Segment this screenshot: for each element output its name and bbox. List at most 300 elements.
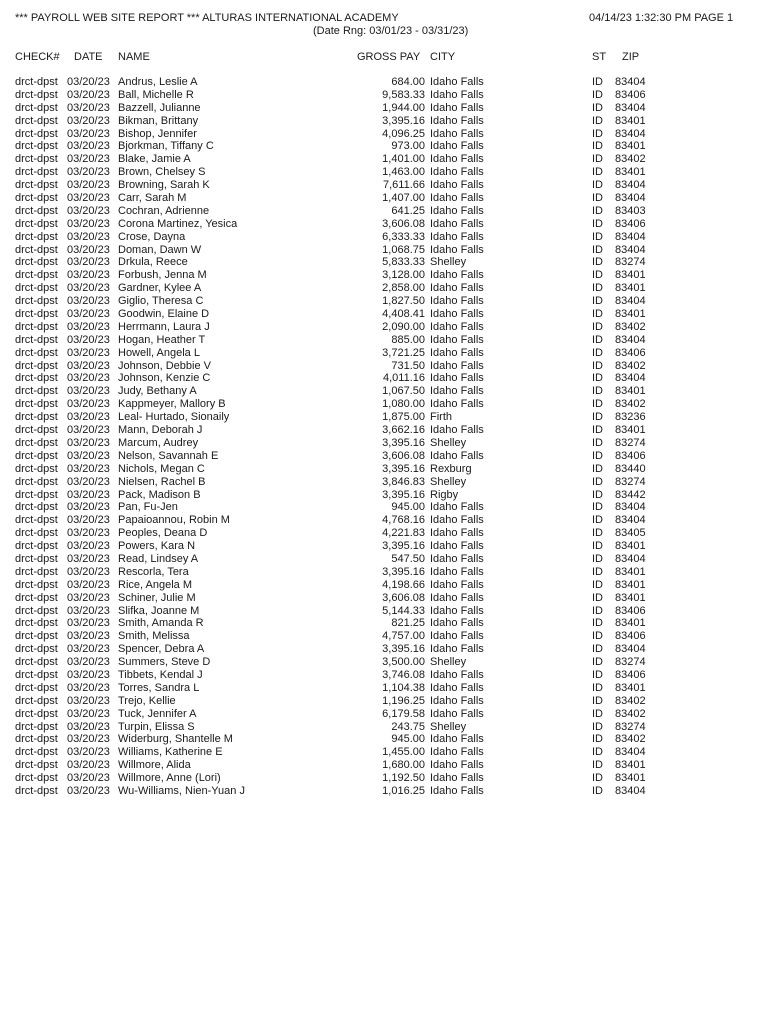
cell-city: Idaho Falls <box>430 153 484 166</box>
cell-gross-pay: 7,611.66 <box>382 179 425 192</box>
table-row <box>0 192 770 205</box>
cell-city: Idaho Falls <box>430 501 484 514</box>
cell-date: 03/20/23 <box>67 449 110 462</box>
cell-city: Firth <box>430 411 452 424</box>
cell-name: Brown, Chelsey S <box>118 166 206 179</box>
cell-check: drct-dpst <box>15 308 58 321</box>
cell-st: ID <box>592 256 603 269</box>
table-row <box>0 463 770 476</box>
cell-gross-pay: 3,606.08 <box>382 591 425 604</box>
cell-date: 03/20/23 <box>67 565 110 578</box>
cell-date: 03/20/23 <box>67 385 110 398</box>
cell-zip: 83402 <box>615 694 646 707</box>
cell-zip: 83404 <box>615 501 646 514</box>
cell-date: 03/20/23 <box>67 192 110 205</box>
cell-st: ID <box>592 295 603 308</box>
cell-check: drct-dpst <box>15 475 58 488</box>
cell-check: drct-dpst <box>15 217 58 230</box>
cell-zip: 83274 <box>615 475 646 488</box>
date-range: (Date Rng: 03/01/23 - 03/31/23) <box>313 25 469 37</box>
cell-name: Kappmeyer, Mallory B <box>118 398 226 411</box>
cell-city: Idaho Falls <box>430 166 484 179</box>
cell-check: drct-dpst <box>15 127 58 140</box>
cell-zip: 83440 <box>615 462 646 475</box>
cell-st: ID <box>592 475 603 488</box>
cell-check: drct-dpst <box>15 656 58 669</box>
table-row <box>0 553 770 566</box>
cell-check: drct-dpst <box>15 140 58 153</box>
cell-city: Idaho Falls <box>430 320 484 333</box>
cell-city: Idaho Falls <box>430 578 484 591</box>
cell-date: 03/20/23 <box>67 230 110 243</box>
cell-date: 03/20/23 <box>67 346 110 359</box>
cell-city: Idaho Falls <box>430 295 484 308</box>
cell-st: ID <box>592 527 603 540</box>
table-row <box>0 656 770 669</box>
cell-st: ID <box>592 204 603 217</box>
cell-st: ID <box>592 282 603 295</box>
cell-st: ID <box>592 436 603 449</box>
cell-name: Bikman, Brittany <box>118 114 199 127</box>
cell-st: ID <box>592 643 603 656</box>
cell-city: Idaho Falls <box>430 372 484 385</box>
cell-gross-pay: 5,144.33 <box>382 604 425 617</box>
cell-date: 03/20/23 <box>67 140 110 153</box>
cell-gross-pay: 885.00 <box>391 333 425 346</box>
cell-city: Idaho Falls <box>430 784 484 797</box>
cell-date: 03/20/23 <box>67 411 110 424</box>
cell-date: 03/20/23 <box>67 320 110 333</box>
cell-city: Idaho Falls <box>430 552 484 565</box>
cell-city: Idaho Falls <box>430 681 484 694</box>
cell-check: drct-dpst <box>15 436 58 449</box>
cell-date: 03/20/23 <box>67 76 110 88</box>
cell-check: drct-dpst <box>15 88 58 101</box>
cell-date: 03/20/23 <box>67 643 110 656</box>
cell-zip: 83402 <box>615 320 646 333</box>
table-row <box>0 746 770 759</box>
cell-zip: 83404 <box>615 127 646 140</box>
cell-gross-pay: 3,500.00 <box>382 656 425 669</box>
cell-date: 03/20/23 <box>67 462 110 475</box>
cell-zip: 83404 <box>615 552 646 565</box>
cell-name: Andrus, Leslie A <box>118 76 198 88</box>
cell-zip: 83404 <box>615 192 646 205</box>
cell-check: drct-dpst <box>15 166 58 179</box>
cell-name: Rescorla, Tera <box>118 565 189 578</box>
cell-gross-pay: 1,067.50 <box>382 385 425 398</box>
cell-city: Shelley <box>430 720 467 733</box>
cell-gross-pay: 1,680.00 <box>382 759 425 772</box>
cell-zip: 83401 <box>615 282 646 295</box>
cell-date: 03/20/23 <box>67 372 110 385</box>
cell-city: Idaho Falls <box>430 76 484 88</box>
table-row <box>0 334 770 347</box>
cell-gross-pay: 4,011.16 <box>382 372 425 385</box>
table-row <box>0 566 770 579</box>
report-timestamp: 04/14/23 1:32:30 PM PAGE 1 <box>589 12 734 24</box>
cell-name: Widerburg, Shantelle M <box>118 733 233 746</box>
cell-city: Idaho Falls <box>430 591 484 604</box>
cell-city: Idaho Falls <box>430 759 484 772</box>
header-st: ST <box>592 51 607 63</box>
cell-gross-pay: 1,196.25 <box>382 694 425 707</box>
cell-gross-pay: 2,858.00 <box>382 282 425 295</box>
cell-check: drct-dpst <box>15 746 58 759</box>
cell-gross-pay: 6,179.58 <box>382 707 425 720</box>
cell-name: Papaioannou, Robin M <box>118 514 230 527</box>
cell-st: ID <box>592 784 603 797</box>
cell-gross-pay: 3,395.16 <box>382 436 425 449</box>
cell-gross-pay: 1,875.00 <box>382 411 425 424</box>
table-row <box>0 759 770 772</box>
cell-st: ID <box>592 630 603 643</box>
cell-date: 03/20/23 <box>67 101 110 114</box>
header-date: DATE <box>74 51 103 63</box>
cell-gross-pay: 821.25 <box>391 617 425 630</box>
cell-gross-pay: 1,463.00 <box>382 166 425 179</box>
table-row <box>0 450 770 463</box>
table-row <box>0 282 770 295</box>
cell-check: drct-dpst <box>15 204 58 217</box>
cell-name: Read, Lindsey A <box>118 552 199 565</box>
cell-city: Idaho Falls <box>430 385 484 398</box>
cell-zip: 83274 <box>615 436 646 449</box>
cell-city: Idaho Falls <box>430 514 484 527</box>
cell-gross-pay: 5,833.33 <box>382 256 425 269</box>
cell-date: 03/20/23 <box>67 784 110 797</box>
cell-name: Slifka, Joanne M <box>118 604 200 617</box>
cell-city: Idaho Falls <box>430 192 484 205</box>
cell-date: 03/20/23 <box>67 617 110 630</box>
table-row <box>0 411 770 424</box>
cell-st: ID <box>592 179 603 192</box>
table-row <box>0 308 770 321</box>
cell-gross-pay: 3,395.16 <box>382 462 425 475</box>
cell-city: Shelley <box>430 656 467 669</box>
table-row <box>0 669 770 682</box>
cell-st: ID <box>592 269 603 282</box>
cell-name: Johnson, Debbie V <box>118 359 211 372</box>
cell-st: ID <box>592 230 603 243</box>
cell-st: ID <box>592 372 603 385</box>
cell-gross-pay: 3,395.16 <box>382 540 425 553</box>
cell-date: 03/20/23 <box>67 591 110 604</box>
cell-zip: 83406 <box>615 630 646 643</box>
cell-city: Idaho Falls <box>430 230 484 243</box>
cell-date: 03/20/23 <box>67 694 110 707</box>
cell-gross-pay: 4,768.16 <box>382 514 425 527</box>
table-row <box>0 630 770 643</box>
report-title: *** PAYROLL WEB SITE REPORT *** ALTURAS INTERNATIONAL ACADEMY <box>15 12 399 24</box>
cell-st: ID <box>592 333 603 346</box>
cell-gross-pay: 1,104.38 <box>382 681 425 694</box>
cell-date: 03/20/23 <box>67 333 110 346</box>
cell-check: drct-dpst <box>15 269 58 282</box>
cell-zip: 83404 <box>615 243 646 256</box>
cell-zip: 83404 <box>615 333 646 346</box>
cell-zip: 83442 <box>615 488 646 501</box>
cell-name: Trejo, Kellie <box>118 694 176 707</box>
cell-gross-pay: 1,192.50 <box>382 772 425 785</box>
cell-st: ID <box>592 591 603 604</box>
cell-name: Cochran, Adrienne <box>118 204 210 217</box>
cell-gross-pay: 3,662.16 <box>382 424 425 437</box>
cell-city: Rigby <box>430 488 459 501</box>
cell-st: ID <box>592 140 603 153</box>
cell-zip: 83402 <box>615 707 646 720</box>
cell-city: Idaho Falls <box>430 604 484 617</box>
cell-gross-pay: 945.00 <box>391 733 425 746</box>
cell-gross-pay: 3,721.25 <box>382 346 425 359</box>
cell-zip: 83401 <box>615 166 646 179</box>
cell-city: Idaho Falls <box>430 101 484 114</box>
cell-date: 03/20/23 <box>67 668 110 681</box>
cell-check: drct-dpst <box>15 114 58 127</box>
cell-check: drct-dpst <box>15 333 58 346</box>
cell-date: 03/20/23 <box>67 243 110 256</box>
cell-st: ID <box>592 114 603 127</box>
table-row <box>0 695 770 708</box>
cell-city: Idaho Falls <box>430 449 484 462</box>
cell-city: Idaho Falls <box>430 540 484 553</box>
cell-name: Browning, Sarah K <box>118 179 210 192</box>
cell-st: ID <box>592 565 603 578</box>
cell-check: drct-dpst <box>15 385 58 398</box>
cell-city: Idaho Falls <box>430 630 484 643</box>
cell-city: Idaho Falls <box>430 772 484 785</box>
table-row <box>0 321 770 334</box>
cell-zip: 83403 <box>615 204 646 217</box>
cell-check: drct-dpst <box>15 578 58 591</box>
cell-check: drct-dpst <box>15 398 58 411</box>
cell-name: Pan, Fu-Jen <box>118 501 178 514</box>
cell-date: 03/20/23 <box>67 604 110 617</box>
payroll-table <box>0 76 770 798</box>
cell-st: ID <box>592 398 603 411</box>
table-row <box>0 398 770 411</box>
cell-name: Summers, Steve D <box>118 656 211 669</box>
cell-date: 03/20/23 <box>67 398 110 411</box>
cell-name: Turpin, Elissa S <box>118 720 195 733</box>
table-row <box>0 476 770 489</box>
cell-gross-pay: 3,846.83 <box>382 475 425 488</box>
cell-date: 03/20/23 <box>67 282 110 295</box>
cell-date: 03/20/23 <box>67 488 110 501</box>
cell-name: Nielsen, Rachel B <box>118 475 206 488</box>
cell-check: drct-dpst <box>15 733 58 746</box>
header-city: CITY <box>430 51 456 63</box>
cell-gross-pay: 1,016.25 <box>382 784 425 797</box>
cell-date: 03/20/23 <box>67 179 110 192</box>
cell-gross-pay: 4,198.66 <box>382 578 425 591</box>
table-row <box>0 785 770 798</box>
cell-name: Tibbets, Kendal J <box>118 668 203 681</box>
cell-name: Forbush, Jenna M <box>118 269 207 282</box>
cell-zip: 83402 <box>615 153 646 166</box>
cell-date: 03/20/23 <box>67 295 110 308</box>
cell-check: drct-dpst <box>15 514 58 527</box>
cell-st: ID <box>592 746 603 759</box>
cell-check: drct-dpst <box>15 411 58 424</box>
table-row <box>0 231 770 244</box>
cell-st: ID <box>592 101 603 114</box>
cell-check: drct-dpst <box>15 707 58 720</box>
cell-check: drct-dpst <box>15 282 58 295</box>
cell-gross-pay: 4,096.25 <box>382 127 425 140</box>
table-row <box>0 295 770 308</box>
cell-zip: 83404 <box>615 295 646 308</box>
cell-check: drct-dpst <box>15 76 58 88</box>
cell-date: 03/20/23 <box>67 772 110 785</box>
cell-check: drct-dpst <box>15 320 58 333</box>
cell-name: Willmore, Anne (Lori) <box>118 772 221 785</box>
cell-name: Smith, Amanda R <box>118 617 204 630</box>
cell-gross-pay: 1,827.50 <box>382 295 425 308</box>
cell-st: ID <box>592 359 603 372</box>
cell-st: ID <box>592 552 603 565</box>
table-row <box>0 514 770 527</box>
cell-st: ID <box>592 217 603 230</box>
cell-name: Rice, Angela M <box>118 578 192 591</box>
cell-check: drct-dpst <box>15 346 58 359</box>
cell-date: 03/20/23 <box>67 436 110 449</box>
cell-zip: 83401 <box>615 140 646 153</box>
cell-zip: 83404 <box>615 372 646 385</box>
table-row <box>0 424 770 437</box>
cell-st: ID <box>592 772 603 785</box>
table-row <box>0 269 770 282</box>
table-row <box>0 218 770 231</box>
cell-date: 03/20/23 <box>67 707 110 720</box>
cell-st: ID <box>592 76 603 88</box>
table-row <box>0 682 770 695</box>
cell-gross-pay: 9,583.33 <box>382 88 425 101</box>
cell-name: Williams, Katherine E <box>118 746 223 759</box>
cell-city: Rexburg <box>430 462 472 475</box>
cell-st: ID <box>592 578 603 591</box>
cell-date: 03/20/23 <box>67 552 110 565</box>
cell-name: Bazzell, Julianne <box>118 101 201 114</box>
cell-name: Leal- Hurtado, Sionaily <box>118 411 230 424</box>
cell-date: 03/20/23 <box>67 578 110 591</box>
cell-gross-pay: 3,395.16 <box>382 643 425 656</box>
cell-name: Crose, Dayna <box>118 230 186 243</box>
cell-st: ID <box>592 668 603 681</box>
cell-st: ID <box>592 192 603 205</box>
cell-date: 03/20/23 <box>67 166 110 179</box>
header-name: NAME <box>118 51 150 63</box>
cell-name: Smith, Melissa <box>118 630 190 643</box>
table-row <box>0 437 770 450</box>
cell-check: drct-dpst <box>15 604 58 617</box>
cell-check: drct-dpst <box>15 617 58 630</box>
cell-st: ID <box>592 462 603 475</box>
cell-zip: 83404 <box>615 746 646 759</box>
cell-check: drct-dpst <box>15 101 58 114</box>
cell-zip: 83406 <box>615 668 646 681</box>
cell-st: ID <box>592 656 603 669</box>
cell-zip: 83404 <box>615 514 646 527</box>
header-gross-pay: GROSS PAY <box>357 51 421 63</box>
cell-city: Idaho Falls <box>430 243 484 256</box>
table-row <box>0 205 770 218</box>
cell-zip: 83401 <box>615 565 646 578</box>
cell-city: Idaho Falls <box>430 140 484 153</box>
cell-check: drct-dpst <box>15 591 58 604</box>
table-row <box>0 179 770 192</box>
cell-st: ID <box>592 166 603 179</box>
table-row <box>0 360 770 373</box>
cell-check: drct-dpst <box>15 192 58 205</box>
cell-zip: 83401 <box>615 114 646 127</box>
table-row <box>0 372 770 385</box>
cell-check: drct-dpst <box>15 424 58 437</box>
table-row <box>0 89 770 102</box>
cell-zip: 83404 <box>615 101 646 114</box>
cell-date: 03/20/23 <box>67 127 110 140</box>
cell-st: ID <box>592 604 603 617</box>
cell-name: Nichols, Megan C <box>118 462 205 475</box>
cell-name: Willmore, Alida <box>118 759 191 772</box>
cell-name: Howell, Angela L <box>118 346 200 359</box>
table-row <box>0 347 770 360</box>
cell-city: Idaho Falls <box>430 333 484 346</box>
cell-date: 03/20/23 <box>67 540 110 553</box>
cell-date: 03/20/23 <box>67 733 110 746</box>
cell-city: Idaho Falls <box>430 668 484 681</box>
cell-zip: 83402 <box>615 733 646 746</box>
cell-check: drct-dpst <box>15 449 58 462</box>
cell-st: ID <box>592 707 603 720</box>
cell-name: Hogan, Heather T <box>118 333 206 346</box>
table-row <box>0 102 770 115</box>
cell-st: ID <box>592 424 603 437</box>
cell-check: drct-dpst <box>15 565 58 578</box>
cell-check: drct-dpst <box>15 784 58 797</box>
cell-st: ID <box>592 449 603 462</box>
cell-zip: 83402 <box>615 398 646 411</box>
cell-gross-pay: 1,068.75 <box>382 243 425 256</box>
cell-check: drct-dpst <box>15 230 58 243</box>
cell-zip: 83404 <box>615 784 646 797</box>
cell-zip: 83406 <box>615 449 646 462</box>
cell-name: Wu-Williams, Nien-Yuan J <box>118 784 245 797</box>
table-row <box>0 708 770 721</box>
cell-city: Idaho Falls <box>430 694 484 707</box>
cell-city: Idaho Falls <box>430 282 484 295</box>
cell-zip: 83401 <box>615 759 646 772</box>
table-row <box>0 733 770 746</box>
cell-gross-pay: 3,128.00 <box>382 269 425 282</box>
cell-check: drct-dpst <box>15 681 58 694</box>
cell-date: 03/20/23 <box>67 217 110 230</box>
cell-st: ID <box>592 733 603 746</box>
cell-zip: 83274 <box>615 720 646 733</box>
cell-city: Idaho Falls <box>430 217 484 230</box>
cell-st: ID <box>592 127 603 140</box>
cell-city: Shelley <box>430 436 467 449</box>
cell-check: drct-dpst <box>15 295 58 308</box>
cell-gross-pay: 3,395.16 <box>382 565 425 578</box>
cell-gross-pay: 243.75 <box>391 720 425 733</box>
cell-zip: 83405 <box>615 527 646 540</box>
cell-city: Idaho Falls <box>430 88 484 101</box>
table-row <box>0 153 770 166</box>
cell-name: Ball, Michelle R <box>118 88 194 101</box>
cell-date: 03/20/23 <box>67 759 110 772</box>
cell-zip: 83401 <box>615 681 646 694</box>
